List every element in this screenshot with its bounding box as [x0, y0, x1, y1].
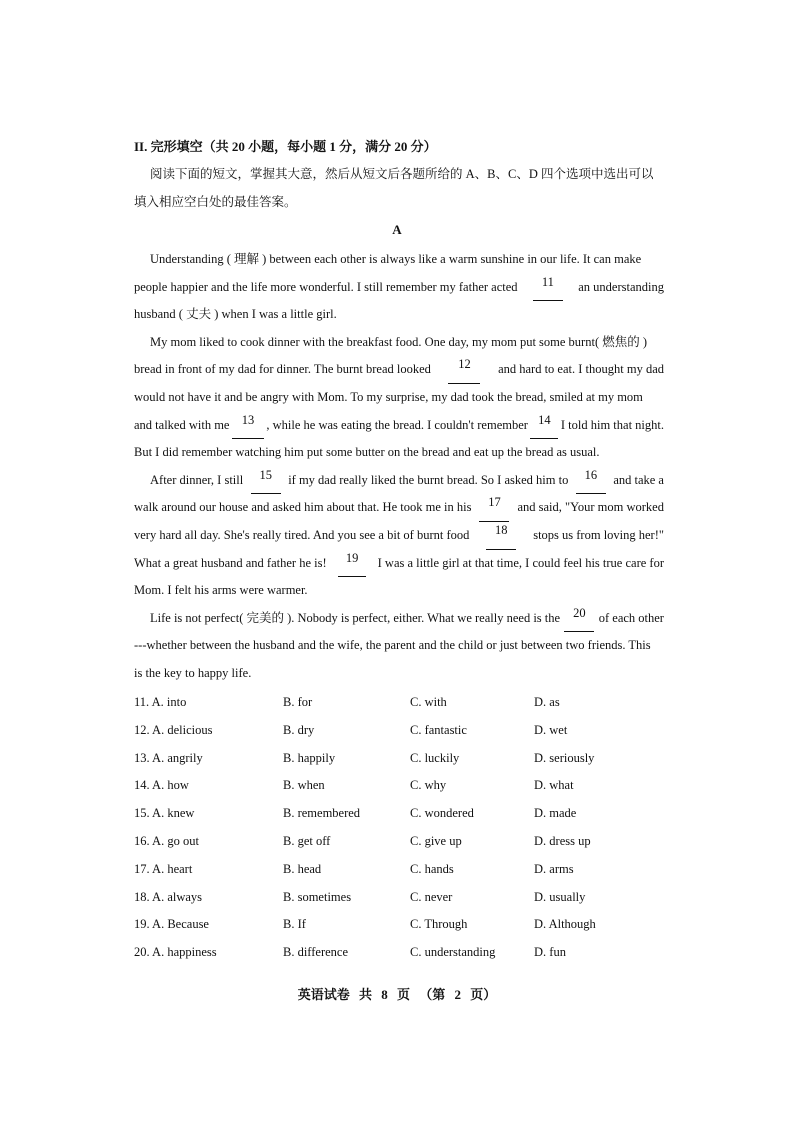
option-row-14	[134, 772, 694, 800]
text-line: But I did remember watching him put some butter on the bread and eat up the bread as usual.	[134, 445, 600, 460]
text-line: ---whether between the husband and the wife, the parent and the child or just between two friends. This	[134, 638, 651, 653]
text-line: Mom. I felt his arms were warmer.	[134, 583, 308, 598]
option-d: D. Although	[534, 917, 596, 932]
paragraph	[134, 467, 664, 605]
text-line: My mom liked to cook dinner with the breakfast food. One day, my mom put some burnt( 燃焦的 )	[150, 334, 648, 349]
option-c: C. with	[410, 695, 447, 709]
option-d: D. made	[534, 806, 577, 821]
blank-19: 19	[338, 550, 366, 578]
option-a: 14. A. how	[134, 778, 189, 793]
blank-12: 12	[448, 356, 480, 384]
blank-20: 20	[564, 605, 594, 633]
text-line: husband ( 丈夫 ) when I was a little girl.	[134, 307, 337, 322]
blank-16: 16	[576, 467, 606, 495]
option-row-13	[134, 745, 694, 773]
option-b: B. remembered	[283, 806, 361, 821]
option-row-16	[134, 828, 694, 856]
text-line: walk around our house and asked him about that. He took me in his 17 and said, "Your mom worked	[134, 494, 664, 522]
option-b: B. sometimes	[283, 889, 352, 904]
paragraph	[134, 605, 664, 688]
text-line: is the key to happy life.	[134, 665, 252, 680]
option-b: B. when	[283, 778, 325, 793]
paragraph	[134, 329, 664, 467]
option-d: D. what	[534, 778, 574, 793]
option-c: C. fantastic	[410, 722, 467, 737]
option-c: C. why	[410, 778, 447, 793]
option-c: C. Through	[410, 917, 468, 932]
option-b: B. difference	[283, 945, 349, 960]
section-title: II. 完形填空（共 20 小题，每小题 1 分，满分 20 分）	[134, 139, 437, 154]
option-a: 15. A. knew	[134, 806, 195, 821]
option-c: C. never	[410, 889, 453, 904]
option-c: C. understanding	[410, 945, 496, 960]
option-b: B. for	[283, 695, 313, 709]
passage-label: A	[392, 222, 402, 237]
option-b: B. head	[283, 861, 322, 876]
blank-18: 18	[486, 522, 516, 550]
option-b: B. happily	[283, 750, 336, 765]
text-line: people happier and the life more wonderful. I still remember my father acted 11 an understanding	[134, 274, 664, 302]
option-a: 12. A. delicious	[134, 722, 213, 737]
option-d: D. wet	[534, 722, 568, 737]
option-a: 20. A. happiness	[134, 945, 217, 960]
option-d: D. as	[534, 695, 560, 709]
option-row-17	[134, 856, 694, 884]
text-line: and talked with me 13 , while he was eating the bread. I couldn't remember 14 I told him that night.	[134, 412, 664, 440]
blank-11: 11	[533, 274, 563, 302]
option-row-11	[134, 689, 694, 717]
option-c: C. hands	[410, 861, 454, 876]
option-a: 17. A. heart	[134, 861, 193, 876]
option-d: D. fun	[534, 945, 566, 960]
option-a: 16. A. go out	[134, 833, 199, 848]
text-line: Understanding ( 理解 ) between each other is always like a warm sunshine in our life. It can make	[150, 252, 642, 266]
text-line: would not have it and be angry with Mom. To my surprise, my dad took the bread, smiled at my mom	[134, 389, 643, 404]
section-instruction	[134, 160, 674, 216]
text-line: What a great husband and father he is! 19 I was a little girl at that time, I could feel his true care for	[134, 550, 664, 578]
option-b: B. get off	[283, 833, 331, 848]
option-a: 19. A. Because	[134, 917, 209, 932]
option-b: B. dry	[283, 722, 315, 737]
option-row-19	[134, 911, 694, 939]
option-d: D. dress up	[534, 833, 591, 848]
blank-14: 14	[530, 412, 558, 440]
answer-options	[134, 689, 694, 967]
text-line: After dinner, I still 15 if my dad really liked the burnt bread. So I asked him to 16 and take a	[134, 467, 664, 495]
page-footer: 英语试卷 共 8 页 （第 2 页）	[297, 987, 497, 1002]
option-c: C. wondered	[410, 806, 474, 821]
blank-13: 13	[232, 412, 264, 440]
text-line: bread in front of my dad for dinner. The burnt bread looked 12 and hard to eat. I thought my dad	[134, 356, 664, 384]
option-c: C. give up	[410, 833, 462, 848]
passage-text	[134, 246, 664, 688]
option-c: C. luckily	[410, 750, 460, 765]
paragraph	[134, 246, 664, 329]
option-row-12	[134, 717, 694, 745]
option-a: 18. A. always	[134, 889, 203, 904]
blank-15: 15	[251, 467, 281, 495]
text-line: very hard all day. She's really tired. And you see a bit of burnt food 18 stops us from loving her!"	[134, 522, 664, 550]
option-a: 13. A. angrily	[134, 750, 203, 765]
text-line: Life is not perfect( 完美的 ). Nobody is perfect, either. What we really need is the 20 of each other	[134, 605, 664, 633]
option-d: D. arms	[534, 861, 574, 876]
option-row-15	[134, 800, 694, 828]
instruction-line: 填入相应空白处的最佳答案。	[134, 195, 297, 209]
option-d: D. usually	[534, 889, 586, 904]
instruction-line: 阅读下面的短文，掌握其大意，然后从短文后各题所给的 A、B、C、D 四个选项中选出可以	[150, 167, 654, 181]
blank-17: 17	[479, 494, 509, 522]
option-a: 11. A. into	[134, 695, 187, 709]
option-row-20	[134, 939, 694, 967]
option-row-18	[134, 884, 694, 912]
option-b: B. If	[283, 917, 306, 932]
option-d: D. seriously	[534, 750, 595, 765]
